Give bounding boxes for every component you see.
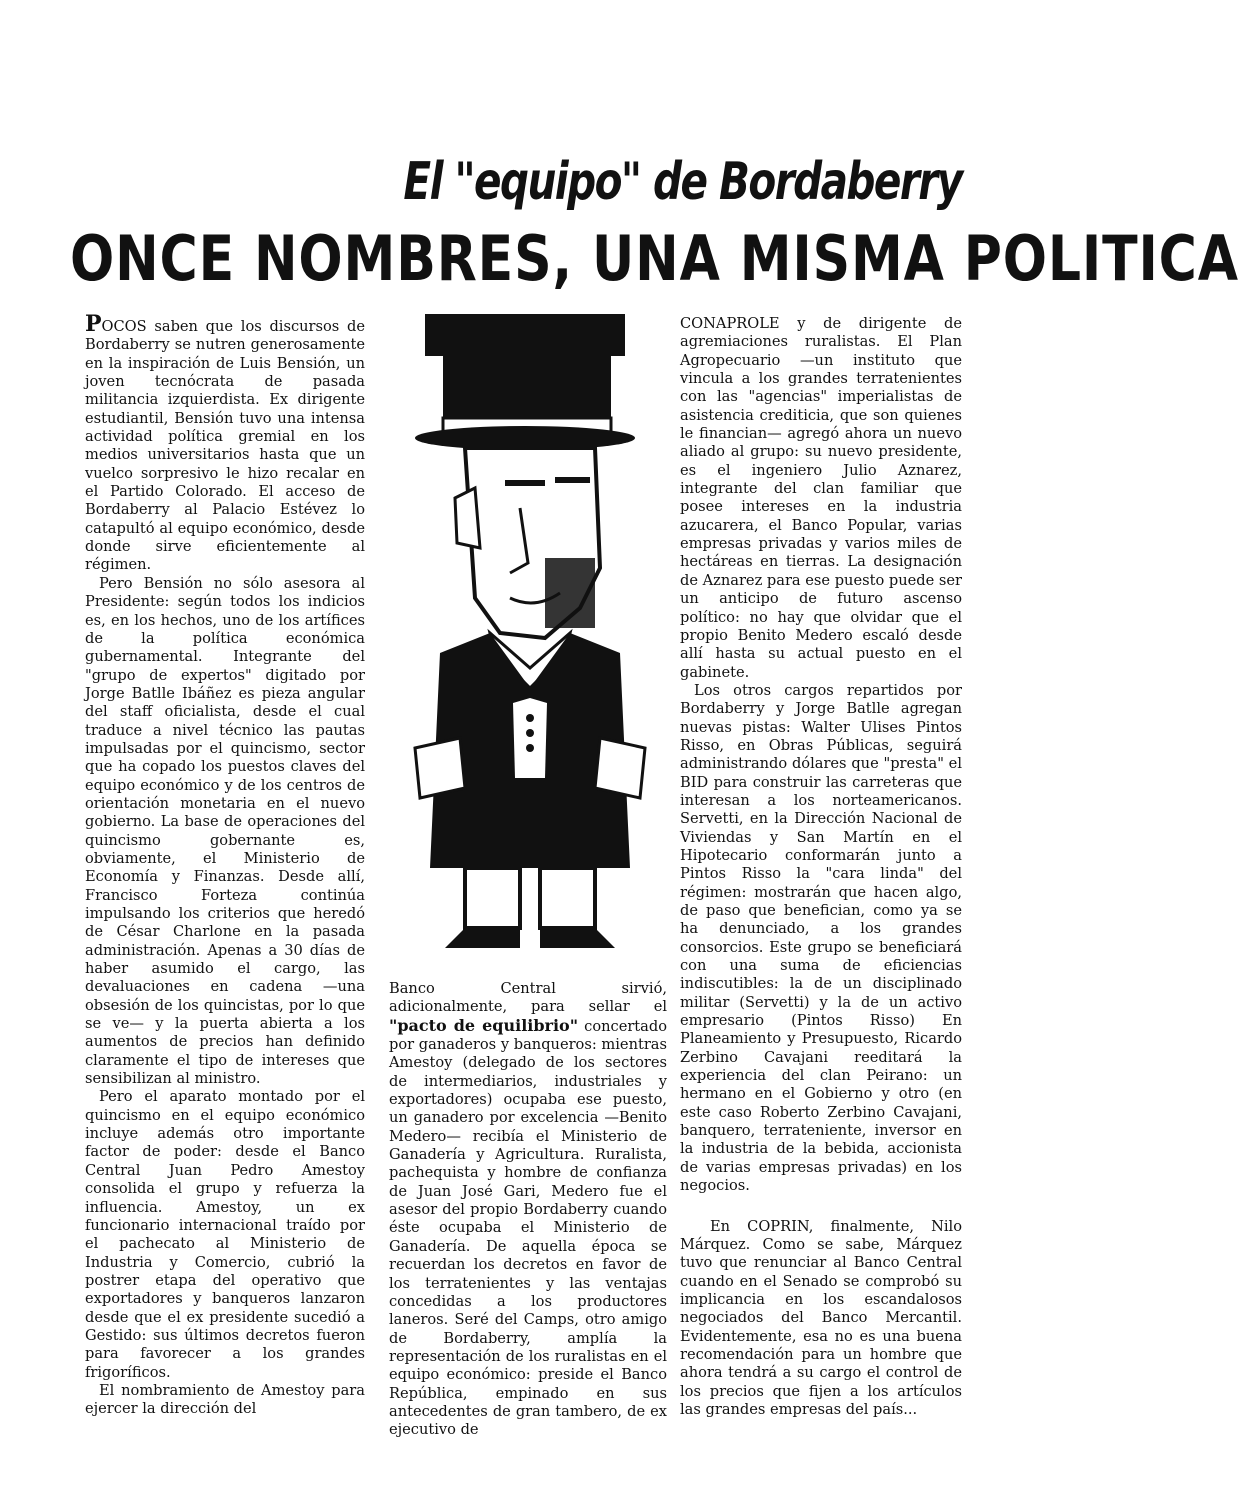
column-2 xyxy=(389,980,667,1440)
paragraph: El nombramiento de Amestoy para ejercer la dirección del xyxy=(85,1381,365,1418)
paragraph: CONAPROLE y de dirigente de agremiaciones ruralistas. El Plan Agropecuario —un instituto que vincula a los grandes terratenientes con las "agencias" imperialistas de asistencia crediticia, que son quienes le financian— agregó ahora un nuevo aliado al grupo: su nuevo presidente, es el ingeniero Julio Aznarez, integrante del clan familiar que posee intereses en la industria azucarera, el Banco Popular, varias empresas privadas y varios miles de hectáreas en tierras. La designación de Aznarez para ese puesto puede ser un anticipo de futuro ascenso político: no hay que olvidar que el propio Benito Medero escaló desde allí hasta su actual puesto en el gabinete. xyxy=(680,315,962,681)
paragraph: Los otros cargos repartidos por Bordaberry y Jorge Batlle agregan nuevas pistas: Walter Ulises Pintos Risso, en Obras Públicas, seguirá administrando dólares que "presta" el BID para construir las carreteras que interesan a los norteamericanos. Servetti, en la Dirección Nacional de Viviendas y San Martín en el Hipotecario conformarán junto a Pintos Risso la "cara linda" del régimen: mostrarán que hacen algo, de paso que benefician, como ya se ha denunciado, a los grandes consorcios. Este grupo se beneficiará con una suma de eficiencias indiscutibles: la de un disciplinado militar (Servetti) y la de un activo empresario (Pintos Risso) En Planeamiento y Presupuesto, Ricardo Zerbino Cavajani reeditará la experiencia del clan Peirano: un hermano en el Gobierno y otro (en este caso Roberto Zerbino Cavajani, banquero, terrateniente, inversor en la industria de la bebida, accionista de varias empresas privadas) en los negocios. xyxy=(680,681,962,1195)
column-1 xyxy=(85,311,365,1419)
paragraph: Pero el aparato montado por el quincismo en el equipo económico incluye además otro importante factor de poder: desde el Banco Central Juan Pedro Amestoy consolida el grupo y refuerza la influencia. Amestoy, un ex funcionario internacional traído por el pachecato al Ministerio de Industria y Comercio, cubrió la postrer etapa del operativo que exportadores y banqueros lanzaron desde que el ex presidente sucedió a Gestido: sus últimos decretos fueron para favorecer a los grandes frigoríficos. xyxy=(85,1088,365,1381)
headline: ONCE NOMBRES, UNA MISMA POLITICA xyxy=(70,222,1239,295)
caricature-illustration xyxy=(395,308,665,968)
column-3 xyxy=(680,315,962,1419)
emphasis: "pacto de equilibrio" xyxy=(389,1015,579,1035)
paragraph: En COPRIN, finalmente, Nilo Márquez. Como se sabe, Márquez tuvo que renunciar al Banco Central cuando en el Senado se comprobó su implicancia en los escandalosos negociados del Banco Mercantil. Evidentemente, esa no es una buena recomendación para un hombre que ahora tendrá a su cargo el control de los precios que fijen a los artículos las grandes empresas del país... xyxy=(680,1217,962,1418)
kicker: El "equipo" de Bordaberry xyxy=(403,152,962,212)
paragraph: Pero Bensión no sólo asesora al Presidente: según todos los indicios es, en los hechos, uno de los artífices de la política económica gubernamental. Integrante del "grupo de expertos" digitado por Jorge Batlle Ibáñez es pieza angular del staff oficialista, desde el cual traduce a nivel técnico las pautas impulsadas por el quincismo, sector que ha copado los puestos claves del equipo económico y de los centros de orientación monetaria en el nuevo gobierno. La base de operaciones del quincismo gobernante es, obviamente, el Ministerio de Economía y Finanzas. Desde allí, Francisco Forteza continúa impulsando los criterios que heredó de César Charlone en la pasada administración. Apenas a 30 días de haber asumido el cargo, las devaluaciones en cadena —una obsesión de los quincistas, por lo que se ve— y la puerta abierta a los aumentos de precios han definido claramente el tipo de intereses que sensibilizan al ministro. xyxy=(85,574,365,1088)
paragraph: POCOS saben que los discursos de Bordaberry se nutren generosamente en la inspiración de Luis Bensión, un joven tecnócrata de pasada militancia izquierdista. Ex dirigente estudiantil, Bensión tuvo una intensa actividad política gremial en los medios universitarios hasta que un vuelco sorpresivo le hizo recalar en el Partido Colorado. El acceso de Bordaberry al Palacio Estévez lo catapultó al equipo económico, desde donde sirve eficientemente al régimen. xyxy=(85,311,365,574)
drop-cap: P xyxy=(85,311,102,337)
paragraph: Banco Central sirvió, adicionalmente, para sellar el "pacto de equilibrio" concertado por ganaderos y banqueros: mientras Amestoy (delegado de los sectores de intermediarios, industriales y exportadores) ocupaba ese puesto, un ganadero por excelencia —Benito Medero— recibía el Ministerio de Ganadería y Agricultura. Ruralista, pachequista y hombre de confianza de Juan José Gari, Medero fue el asesor del propio Bordaberry cuando éste ocupaba el Ministerio de Ganadería. De aquella época se recuerdan los decretos en favor de los terratenientes y las ventajas concedidas a los productores laneros. Seré del Camps, otro amigo de Bordaberry, amplía la representación de los ruralistas en el equipo económico: preside el Banco República, empinado en sus antecedentes de gran tambero, de ex ejecutivo de xyxy=(389,980,667,1439)
